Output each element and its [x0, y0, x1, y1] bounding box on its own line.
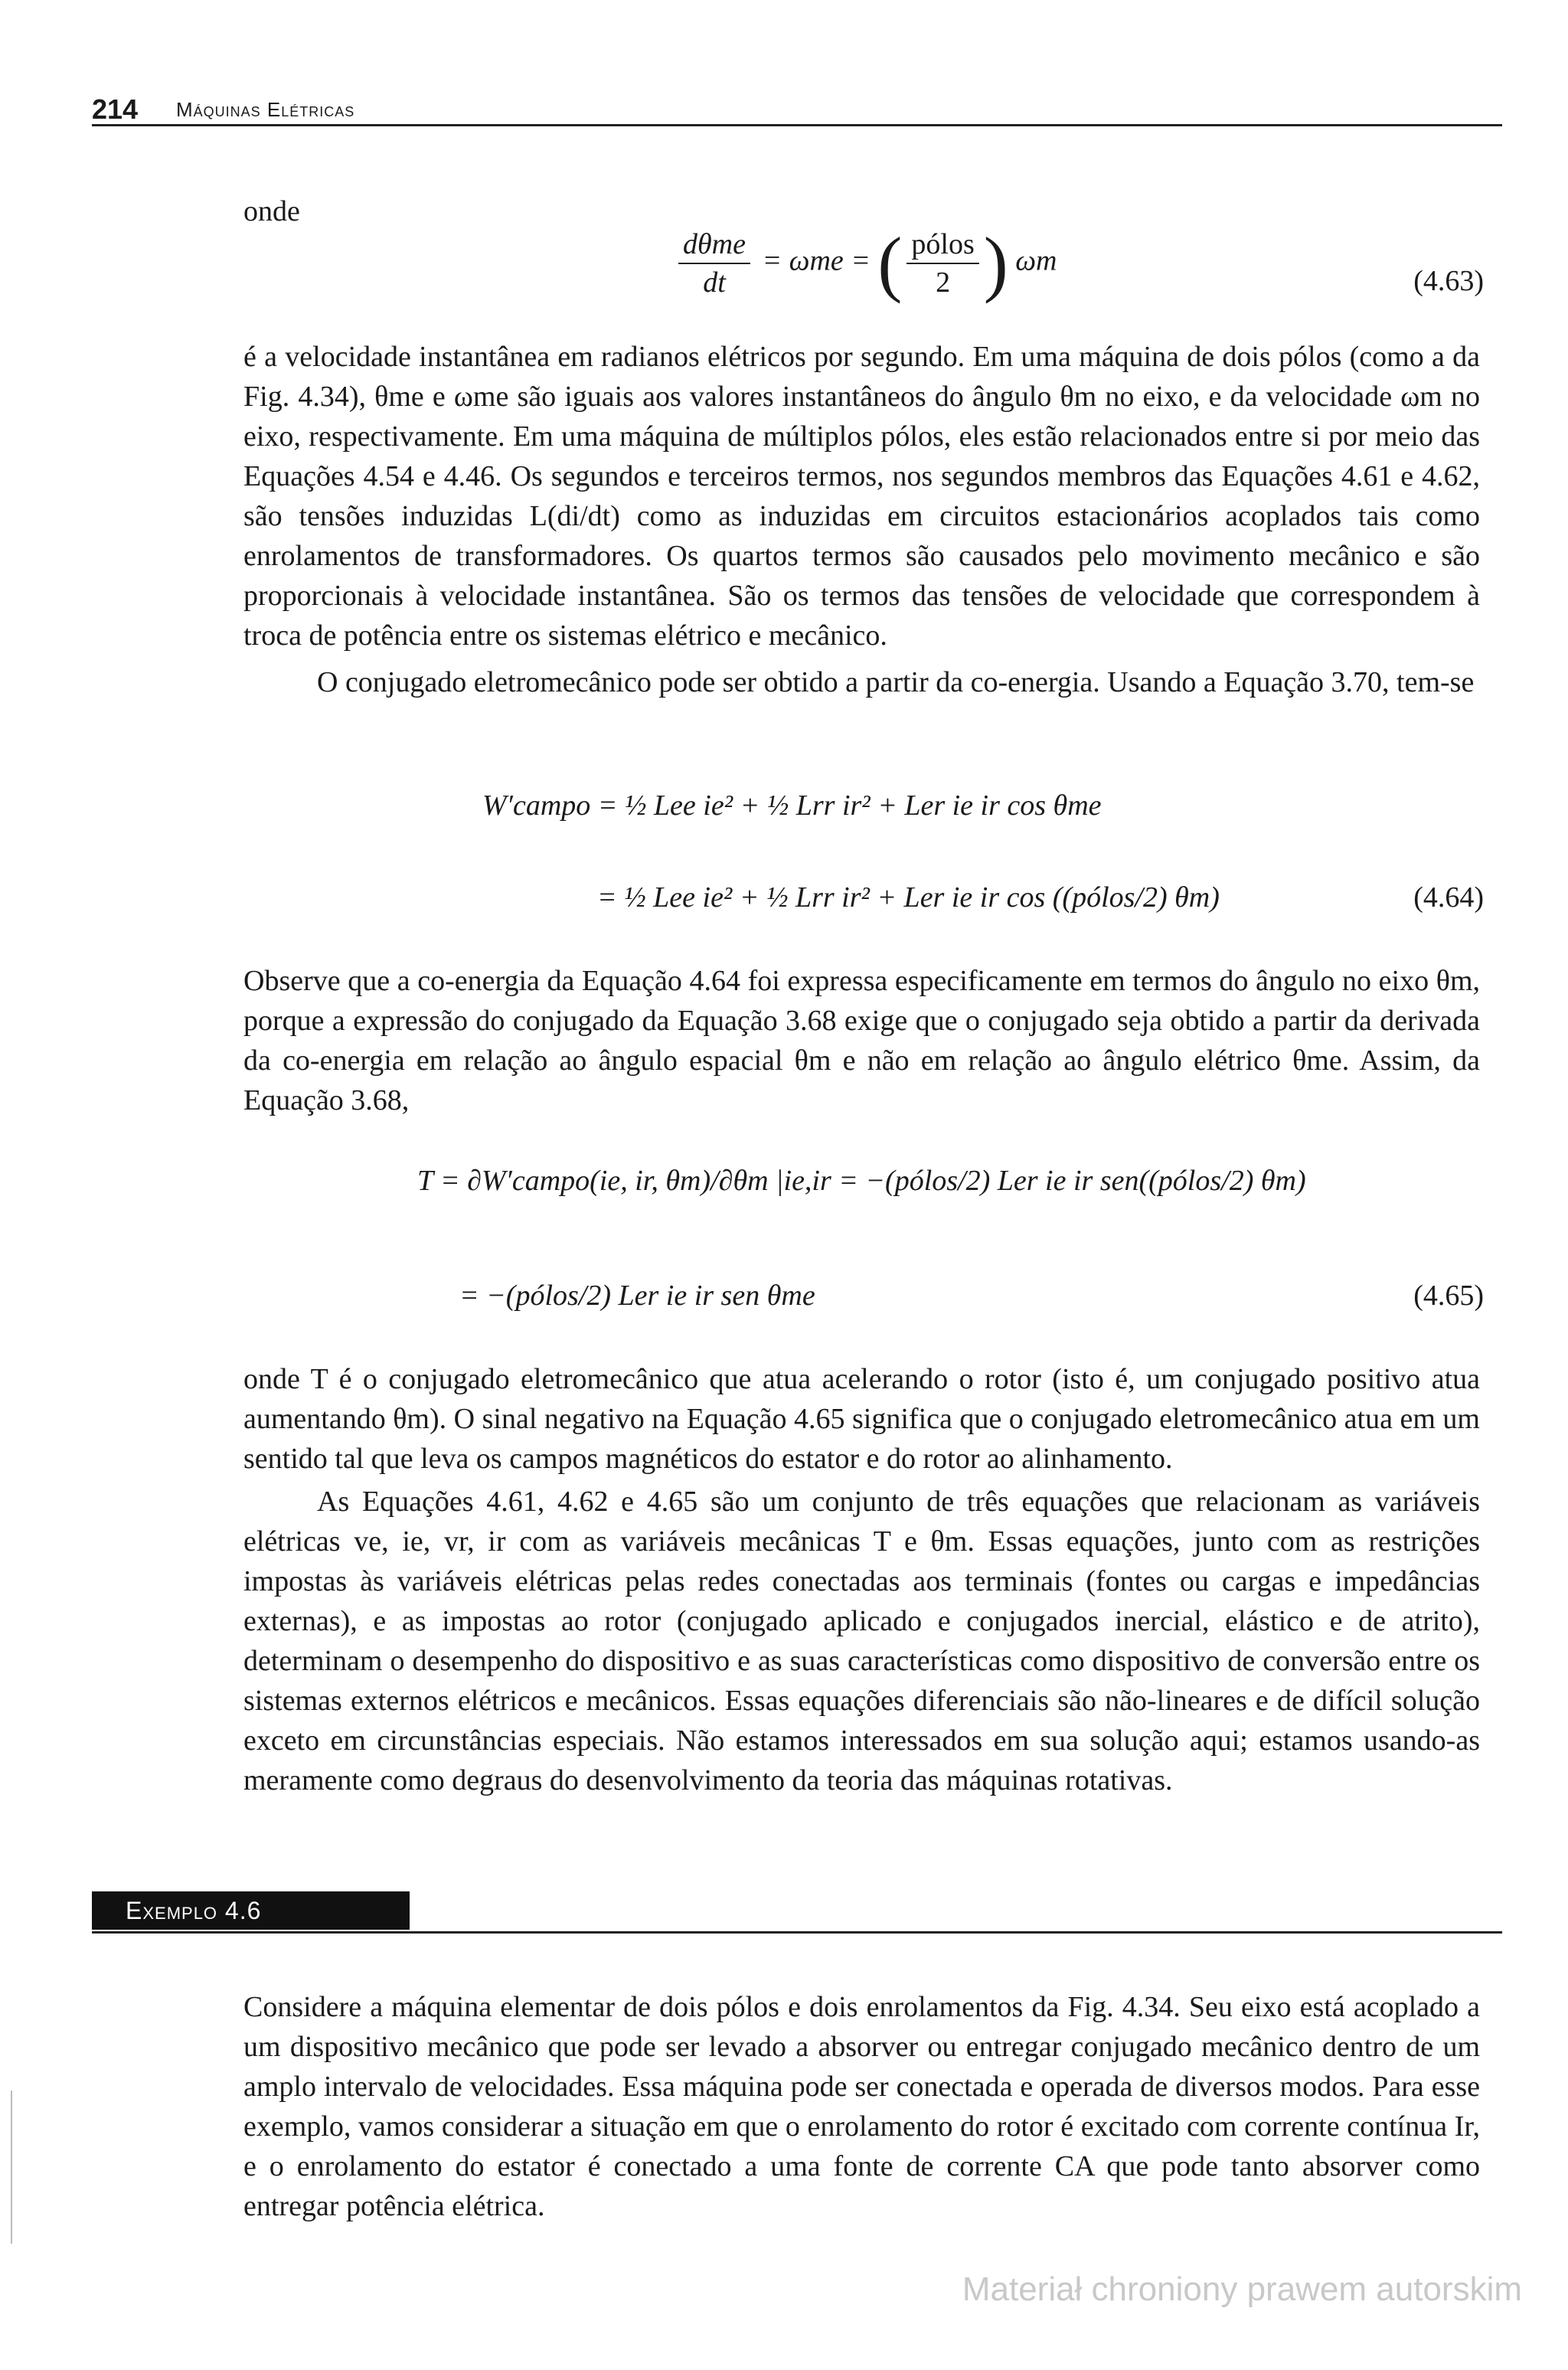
eq463-mid: = ωme =	[762, 244, 871, 277]
paragraph-example: Considere a máquina elementar de dois pólos e dois enrolamentos da Fig. 4.34. Seu eixo está acoplado a um dispositivo mecânico que pode ser levado a absorver ou entregar conjugado mecânico dentro de um amplo intervalo de velocidades. Essa máquina pode ser conectada e operada de diversos modos. Para esse exemplo, vamos considerar a situação em que o enrolamento do rotor é excitado com corrente contínua Ir, e o enrolamento do estator é conectado a uma fonte de corrente CA que pode tanto absorver como entregar potência elétrica.	[243, 1991, 1480, 2222]
equation-number-4-65: (4.65)	[1413, 1280, 1484, 1312]
equation-number-4-63: (4.63)	[1413, 265, 1484, 297]
copyright-watermark: Materiał chroniony prawem autorskim	[962, 2270, 1522, 2308]
paragraph-5: As Equações 4.61, 4.62 e 4.65 são um conjunto de três equações que relacionam as variáveis elétricas ve, ie, vr, ir com as variáveis mecânicas T e θm. Essas equações, junto com as restrições impostas às variáveis elétricas pelas redes conectadas aos terminais (fontes ou cargas e impedâncias externas), e as impostas ao rotor (conjugado aplicado e conjugados inercial, elástico e de atrito), determinam o desempenho do dispositivo e as suas características como dispositivo de conversão entre os sistemas externos elétricos e mecânicos. Essas equações diferenciais são não-lineares e de difícil solução exceto em circunstâncias especiais. Não estamos interessados em sua solução aqui; estamos usando-as meramente como degraus do desenvolvimento da teoria das máquinas rotativas.	[243, 1486, 1480, 1796]
page-header	[92, 90, 1502, 126]
eq463-lhs-num: dθme	[678, 226, 750, 264]
equation-4-63: $\frac{\text{dθme}}{dt}$ = ωme = ( $\frac{\text{pólos}}{2}$ ) ωm	[674, 226, 1057, 301]
paragraph-4: onde T é o conjugado eletromecânico que atua acelerando o rotor (isto é, um conjugado positivo atua aumentando θm). O sinal negativo na Equação 4.65 significa que o conjugado eletromecânico atua em um sentido tal que leva os campos magnéticos do estator e do rotor ao alinhamento.	[243, 1363, 1480, 1475]
eq463-lhs-den: dt	[703, 266, 726, 299]
eq463-tail: ωm	[1015, 244, 1057, 277]
paragraph-3: Observe que a co-energia da Equação 4.64 foi expressa especificamente em termos do ângulo no eixo θm, porque a expressão do conjugado da Equação 3.68 exige que o conjugado seja obtido a partir da derivada da co-energia em relação ao ângulo espacial θm e não em relação ao ângulo elétrico θme. Assim, da Equação 3.68,	[243, 965, 1480, 1116]
eq463-frac-num: pólos	[906, 226, 978, 264]
equation-4-64-line2: = ½ Lee ie² + ½ Lrr ir² + Ler ie ir cos ((pólos/2) θm)	[597, 881, 1220, 914]
equation-4-65-line1: T = ∂W′campo(ie, ir, θm)/∂θm |ie,ir = −(pólos/2) Ler ie ir sen((pólos/2) θm)	[417, 1165, 1306, 1197]
margin-mark	[11, 2091, 12, 2244]
word-onde: onde	[243, 195, 300, 227]
equation-4-64-line1: W′campo = ½ Lee ie² + ½ Lrr ir² + Ler ie ir cos θme	[482, 789, 1102, 822]
page-number: 214	[92, 93, 139, 125]
book-title: Máquinas Elétricas	[176, 98, 355, 121]
paragraph-1: é a velocidade instantânea em radianos elétricos por segundo. Em uma máquina de dois pólos (como a da Fig. 4.34), θme e ωme são iguais aos valores instantâneos do ângulo θm no eixo, e da velocidade ωm no eixo, respectivamente. Em uma máquina de múltiplos pólos, eles estão relacionados entre si por meio das Equações 4.54 e 4.46. Os segundos e terceiros termos, nos segundos membros das Equações 4.61 e 4.62, são tensões induzidas L(di/dt) como as induzidas em circuitos estacionários acoplados tais como enrolamentos de transformadores. Os quartos termos são causados pelo movimento mecânico e são proporcionais à velocidade instantânea. São os termos das tensões de velocidade que correspondem à troca de potência entre os sistemas elétrico e mecânico.	[243, 341, 1480, 652]
example-label: Exemplo 4.6	[92, 1891, 410, 1930]
equation-4-65-line2: = −(pólos/2) Ler ie ir sen θme	[459, 1280, 815, 1312]
example-header	[92, 1891, 1502, 1934]
paragraph-2: O conjugado eletromecânico pode ser obtido a partir da co-energia. Usando a Equação 3.70, tem-se	[317, 666, 1475, 698]
eq463-frac-den: 2	[936, 266, 951, 299]
equation-number-4-64: (4.64)	[1413, 881, 1484, 914]
